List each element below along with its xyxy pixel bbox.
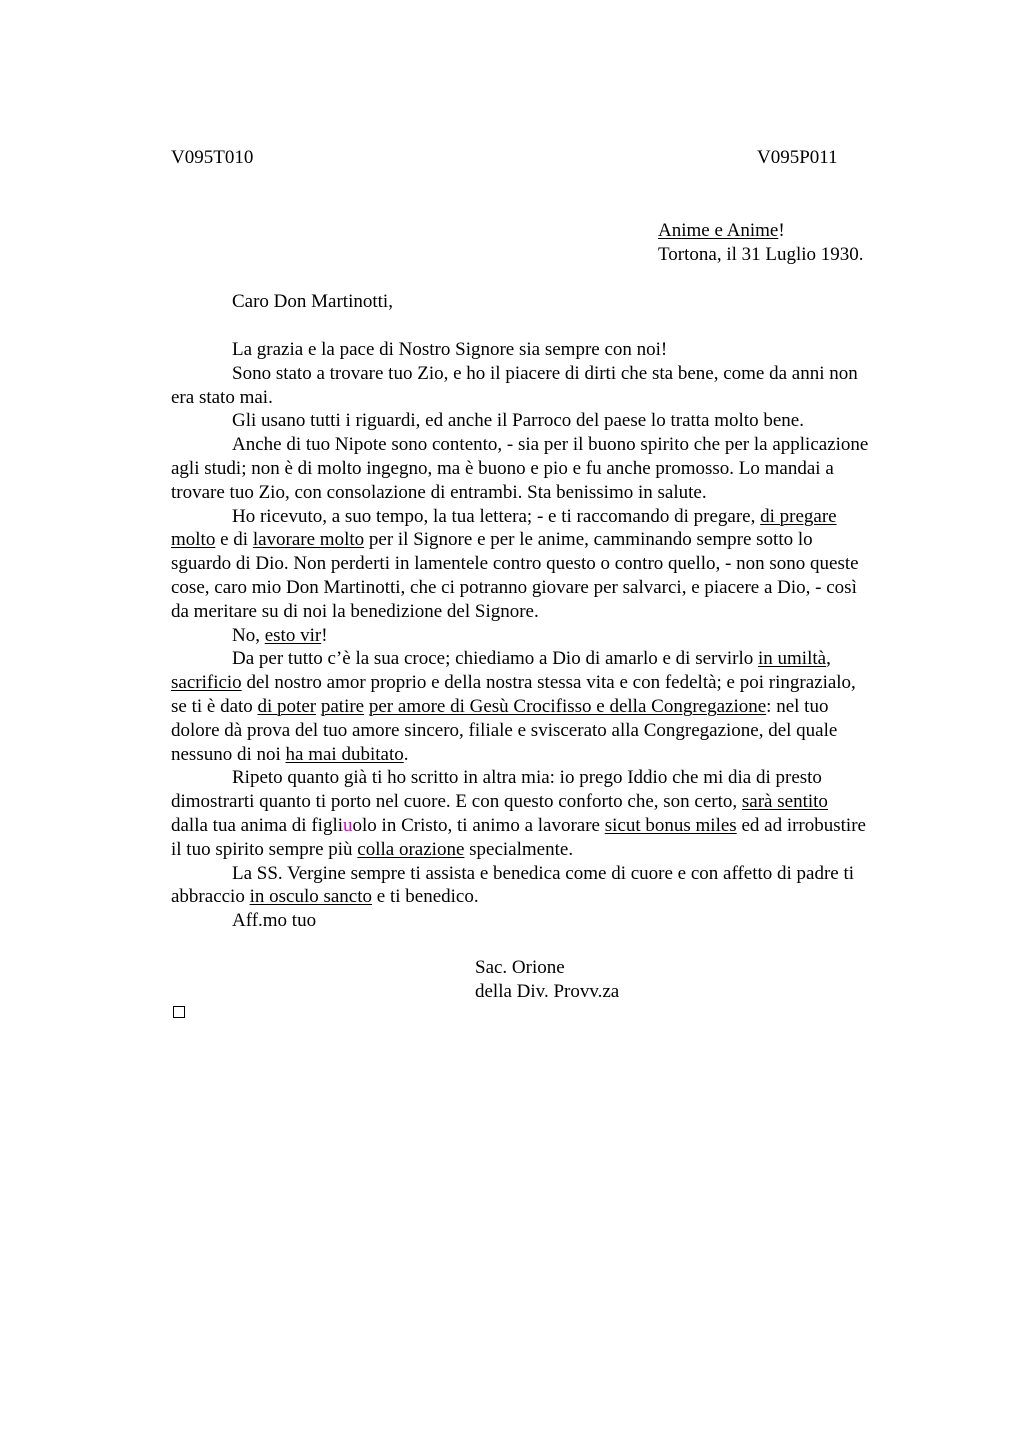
p8-l4-text-b: specialmente. xyxy=(464,838,574,860)
p5-l1-underlined: di pregare xyxy=(760,505,837,527)
p5-l2-text-2: per il Signore e per le anime, camminando sempre sotto lo xyxy=(364,529,813,551)
p1-line-1: La grazia e la pace di Nostro Signore sia sempre con noi! xyxy=(232,339,668,360)
document-code-left: V095T010 xyxy=(171,147,254,168)
motto-text: Anime e Anime xyxy=(658,220,779,241)
p7-l3-underlined-2: patire xyxy=(320,695,365,717)
p5-l2-underlined-1: molto xyxy=(171,529,216,551)
p7-l3-underlined-3: per amore di Gesù Crocifisso e della Congregazione xyxy=(368,695,767,717)
p4-line-1: Anche di tuo Nipote sono contento, - sia per il buono spirito che per la applicazione xyxy=(232,434,869,456)
p5-l1-text: Ho ricevuto, a suo tempo, la tua lettera; - e ti raccomando di pregare, xyxy=(232,505,761,527)
p7-l3-underlined-1: di poter xyxy=(257,695,317,717)
p10-line-1: Aff.mo tuo xyxy=(232,910,317,932)
p9-line-1: La SS. Vergine sempre ti assista e benedica come di cuore e con affetto di padre ti xyxy=(232,862,855,884)
p7-l3-text-a: se ti è dato xyxy=(171,695,258,717)
p8-line-4 xyxy=(171,838,931,862)
date-line: Tortona, il 31 Luglio 1930. xyxy=(658,244,864,265)
p5-line-5: da meritare su di noi la benedizione del Signore. xyxy=(171,600,539,622)
p7-l5-underlined: ha mai dubitato xyxy=(285,743,404,765)
p9-line-2 xyxy=(171,885,931,909)
p5-line-4: cose, caro mio Don Martinotti, che ci potranno giovare per salvarci, e piacere a Dio, - così xyxy=(171,576,857,598)
p8-l3-highlighted-letter: u xyxy=(343,814,353,836)
p7-line-4: dolore dà prova del tuo amore sincero, filiale e sviscerato alla Congregazione, del quale xyxy=(171,719,838,741)
p8-l4-underlined: colla orazione xyxy=(357,838,465,860)
motto-punct: ! xyxy=(778,220,785,241)
p6-line-1 xyxy=(171,624,931,648)
p7-l1-underlined: in umiltà xyxy=(758,648,827,670)
p7-line-1 xyxy=(171,647,931,671)
p7-l3-text-b: : nel tuo xyxy=(766,695,829,717)
p7-l1-text: Da per tutto c’è la sua croce; chiediamo a Dio di amarlo e di servirlo xyxy=(232,648,758,670)
p4-line-3: trovare tuo Zio, con consolazione di entrambi. Sta benissimo in salute. xyxy=(171,481,707,503)
p2-line-2: era stato mai. xyxy=(171,386,273,408)
p6-text-b: ! xyxy=(321,624,328,646)
p7-l1-punct: , xyxy=(826,648,831,670)
checkbox-square-icon xyxy=(173,1006,185,1018)
salutation: Caro Don Martinotti, xyxy=(232,291,393,312)
p8-l2-text: dimostrarti quanto ti porto nel cuore. E con questo conforto che, son certo, xyxy=(171,791,742,813)
p8-l2-underlined: sarà sentito xyxy=(741,791,828,813)
p5-line-2 xyxy=(171,528,931,552)
p9-l2-text-a: abbraccio xyxy=(171,886,250,908)
motto xyxy=(658,219,785,243)
p5-line-3: sguardo di Dio. Non perderti in lamentele contro questo o contro quello, - non sono queste xyxy=(171,553,859,575)
p5-line-1 xyxy=(171,505,931,529)
signature-name: Sac. Orione xyxy=(475,957,565,978)
p7-line-3 xyxy=(171,695,931,719)
p2-line-1: Sono stato a trovare tuo Zio, e ho il piacere di dirti che sta bene, come da anni non xyxy=(232,362,858,384)
p8-l3-text-b: olo in Cristo, ti animo a lavorare xyxy=(352,814,605,836)
document-code-right: V095P011 xyxy=(757,147,838,168)
p5-l2-underlined-2: lavorare molto xyxy=(252,529,365,551)
p7-l2-underlined: sacrificio xyxy=(171,672,242,694)
p7-l5-punct: . xyxy=(403,743,409,765)
letter-body xyxy=(171,338,931,933)
p7-l2-text: del nostro amor proprio e della nostra stessa vita e con fedeltà; e poi ringrazialo, xyxy=(241,672,856,694)
p9-l2-text-b: e ti benedico. xyxy=(372,886,479,908)
p8-l4-text-a: il tuo spirito sempre più xyxy=(171,838,358,860)
p6-underlined: esto vir xyxy=(264,624,322,646)
p8-line-3 xyxy=(171,814,931,838)
p8-line-2 xyxy=(171,790,931,814)
signature-title: della Div. Provv.za xyxy=(475,981,620,1002)
p8-l3-text-a: dalla tua anima di figli xyxy=(171,814,344,836)
p7-line-2 xyxy=(171,671,931,695)
p5-l2-text-1: e di xyxy=(215,529,253,551)
p8-l3-underlined: sicut bonus miles xyxy=(604,814,737,836)
p8-l3-text-c: ed ad irrobustire xyxy=(736,814,866,836)
p4-line-2: agli studi; non è di molto ingegno, ma è buono e pio e fu anche promosso. Lo mandai a xyxy=(171,457,834,479)
p3-line-1: Gli usano tutti i riguardi, ed anche il Parroco del paese lo tratta molto bene. xyxy=(232,410,804,432)
p7-line-5 xyxy=(171,743,931,767)
p8-line-1: Ripeto quanto già ti ho scritto in altra mia: io prego Iddio che mi dia di presto xyxy=(232,767,822,789)
p6-text-a: No, xyxy=(232,624,265,646)
p9-l2-underlined: in osculo sancto xyxy=(249,886,373,908)
p7-l5-text: nessuno di noi xyxy=(171,743,286,765)
